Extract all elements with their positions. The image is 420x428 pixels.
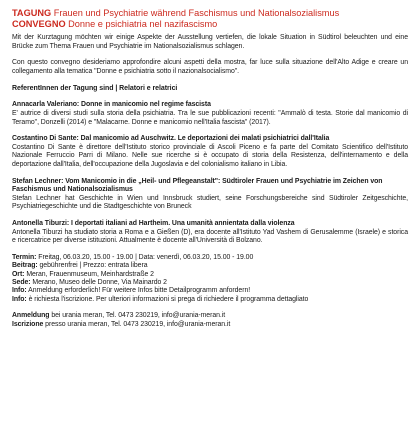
beitrag-label: Beitrag:: [12, 262, 38, 270]
title-text-italian: Donne e psichiatria nel nazifascismo: [68, 19, 218, 29]
sede-label: Sede:: [12, 278, 31, 286]
info-value-german: Anmeldung erforderlich! Für weitere Infos bitte Detailprogramm anfordern!: [28, 287, 251, 295]
event-info: [12, 254, 408, 304]
title-text-german: Frauen und Psychiatrie während Faschismus und Nationalsozialismus: [53, 8, 340, 18]
info-line-fee: [12, 262, 408, 270]
title-italian: [12, 19, 408, 30]
termin-label: Termin:: [12, 253, 37, 261]
title-tag-italian: CONVEGNO: [12, 19, 66, 29]
ort-value: Meran, Frauenmuseum, Meinhardstraße 2: [26, 270, 154, 278]
sede-value: Merano, Museo delle Donne, Via Mainardo 2: [32, 278, 167, 286]
registration-label-italian: Iscrizione: [12, 320, 44, 328]
speaker-title: Costantino Di Sante: Dal manicomio ad Auschwitz. Le deportazioni dei malati psichiatrici dall'Italia: [12, 135, 330, 143]
speaker-bio: Stefan Lechner hat Geschichte in Wien und Innsbruck studiert, seine Forschungsbereiche sind Südtiroler Zeitgeschichte, Psychiatriegeschichte und die Stadtgeschichte von Bruneck: [12, 194, 408, 211]
info-line-location-italian: [12, 279, 408, 287]
speaker-block: [12, 135, 408, 169]
registration-value-german: bei urania meran, Tel. 0473 230219, info@urania-meran.it: [51, 312, 226, 320]
speakers-heading: ReferentInnen der Tagung sind | Relatori e relatrici: [12, 85, 178, 93]
info-line-german: [12, 287, 408, 295]
speaker-bio: E' autrice di diversi studi sulla storia della psichiatria. Tra le sue pubblicazioni recenti: "Ammalò di testa. Storie dal manicomio di Teramo", Donzelli (2014) e "Malacarne. Donne e manicomio nell'Italia fascista" (2017).: [12, 109, 408, 126]
info-line-date: [12, 254, 408, 262]
registration-info: [12, 312, 408, 329]
speaker-bio: Costantino Di Sante è direttore dell'Istituto storico provinciale di Ascoli Piceno e fa parte del Comitato Scientifico dell'Istituto Nazionale Ferruccio Parri di Milano. Nelle sue ricerche si è occupato di storia della Resistenza, dell'internamento e della deportazione dall'Italia, dell'occupazione della Jugoslavia e del colonialismo italiano in Libia.: [12, 143, 408, 168]
intro-german: Mit der Kurztagung möchten wir einige Aspekte der Ausstellung vertiefen, die lokale Situation in Südtirol beleuchten und eine Brücke zum Thema Frauen und Psychiatrie im Nationalsozialismus schlagen.: [12, 34, 408, 50]
beitrag-value: gebührenfrei | Prezzo: entrata libera: [39, 262, 148, 270]
registration-value-italian: presso urania meran, Tel. 0473 230219, info@urania-meran.it: [45, 320, 231, 328]
registration-line-german: [12, 312, 408, 320]
registration-line-italian: [12, 321, 408, 329]
intro-italian: Con questo convegno desideriamo approfondire alcuni aspetti della mostra, far luce sulla situazione dell'Alto Adige e creare un collegamento alla tematica "Donne e psichiatria sotto il nazionalsocialismo".: [12, 59, 408, 75]
info-line-location-german: [12, 271, 408, 279]
speaker-bio: Antonella Tiburzi ha studiato storia a Roma e a Gießen (D), era docente all'Istituto Yad Vashem di Gerusalemme (Israele) e storica e ricercatrice per diverse istituzioni. Attualmente è docente all'Università di Bolzano.: [12, 228, 408, 245]
title-tag-german: TAGUNG: [12, 8, 52, 18]
info-label-italian: Info:: [12, 295, 27, 303]
title-german: [12, 8, 408, 19]
info-line-italian: [12, 296, 408, 304]
speaker-block: [12, 101, 408, 127]
info-value-italian: è richiesta l'iscrizione. Per ulteriori informazioni si prega di richiedere il programma dettagliato: [28, 295, 309, 303]
speaker-title: Annacarla Valeriano: Donne in manicomio nel regime fascista: [12, 101, 211, 109]
info-label-german: Info:: [12, 287, 27, 295]
speaker-title: Antonella Tiburzi: I deportati italiani ad Hartheim. Una umanità annientata dalla violenza: [12, 219, 295, 227]
speaker-title: Stefan Lechner: Vom Manicomio in die „Heil- und Pflegeanstalt": Südtiroler Frauen und Psychiatrie im Zeichen von Faschismus und Nationalsozialismus: [12, 177, 383, 194]
speaker-block: [12, 220, 408, 246]
ort-label: Ort:: [12, 270, 25, 278]
registration-label-german: Anmeldung: [12, 312, 50, 320]
speaker-block: [12, 178, 408, 212]
termin-value: Freitag, 06.03.20, 15.00 - 19.00 | Data: venerdì, 06.03.20, 15.00 - 19.00: [38, 253, 254, 261]
